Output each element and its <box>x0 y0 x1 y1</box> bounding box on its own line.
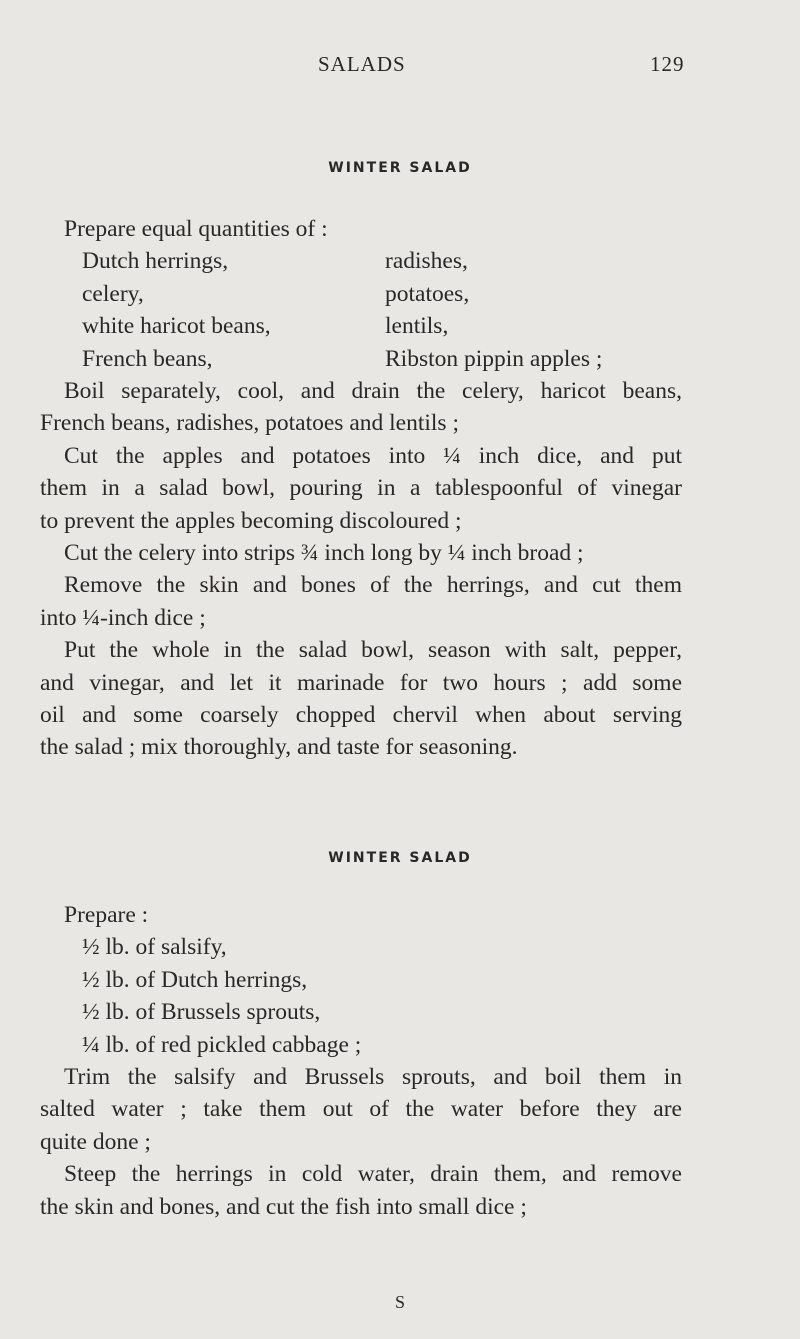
instruction-line: to prevent the apples becoming discoloured ; <box>40 507 462 534</box>
section-title-winter-salad-2: WINTER SALAD <box>328 850 472 866</box>
signature-mark: S <box>394 1292 405 1312</box>
instruction-line: them in a salad bowl, pouring in a tablespoonful of vinegar <box>40 475 682 502</box>
ingredient-item: lentils, <box>385 313 449 340</box>
instruction-line: salted water ; take them out of the water before they are <box>40 1096 682 1123</box>
recipe-winter-salad-2 <box>40 899 682 1223</box>
ingredient-row <box>40 343 682 375</box>
instruction-line: and vinegar, and let it marinade for two hours ; add some <box>40 669 682 696</box>
ingredient-row <box>40 278 682 310</box>
ingredients-intro: Prepare equal quantities of : <box>64 216 328 242</box>
instruction-line: the skin and bones, and cut the fish into small dice ; <box>40 1193 527 1220</box>
ingredient-row <box>40 245 682 277</box>
instruction-line: the salad ; mix thoroughly, and taste for seasoning. <box>40 734 518 761</box>
running-head-title: SALADS <box>318 52 406 76</box>
ingredient-item: white haricot beans, <box>82 313 271 340</box>
recipe-winter-salad-1 <box>40 213 682 764</box>
section-title-winter-salad-1: WINTER SALAD <box>328 160 472 176</box>
instruction-line: Boil separately, cool, and drain the celery, haricot beans, <box>64 377 682 404</box>
instruction-line: oil and some coarsely chopped chervil when about serving <box>40 702 682 729</box>
ingredient-item: Ribston pippin apples ; <box>385 345 603 372</box>
instruction-line: Steep the herrings in cold water, drain them, and remove <box>64 1161 682 1188</box>
instruction-line: Cut the apples and potatoes into ¼ inch dice, and put <box>64 442 682 469</box>
ingredient-item: Dutch herrings, <box>82 248 229 275</box>
ingredient-item: radishes, <box>385 248 468 275</box>
instruction-line: Cut the celery into strips ¾ inch long by ¼ inch broad ; <box>64 540 584 566</box>
ingredient-item: ¼ lb. of red pickled cabbage ; <box>82 1031 362 1058</box>
ingredients-intro: Prepare : <box>64 902 149 928</box>
ingredient-row <box>40 310 682 342</box>
instruction-line: French beans, radishes, potatoes and lentils ; <box>40 410 459 437</box>
page-number: 129 <box>650 52 685 76</box>
instruction-line: Remove the skin and bones of the herrings, and cut them <box>64 572 682 599</box>
ingredient-item: celery, <box>82 280 144 307</box>
instruction-line: into ¼-inch dice ; <box>40 604 206 631</box>
ingredient-item: ½ lb. of salsify, <box>82 934 227 961</box>
instruction-line: Trim the salsify and Brussels sprouts, and boil them in <box>64 1064 682 1091</box>
ingredient-item: French beans, <box>82 345 213 372</box>
ingredient-item: ½ lb. of Dutch herrings, <box>82 966 308 993</box>
ingredient-item: potatoes, <box>385 280 470 307</box>
ingredient-item: ½ lb. of Brussels sprouts, <box>82 999 321 1026</box>
instruction-line: Put the whole in the salad bowl, season with salt, pepper, <box>64 637 682 664</box>
instruction-line: quite done ; <box>40 1128 151 1155</box>
